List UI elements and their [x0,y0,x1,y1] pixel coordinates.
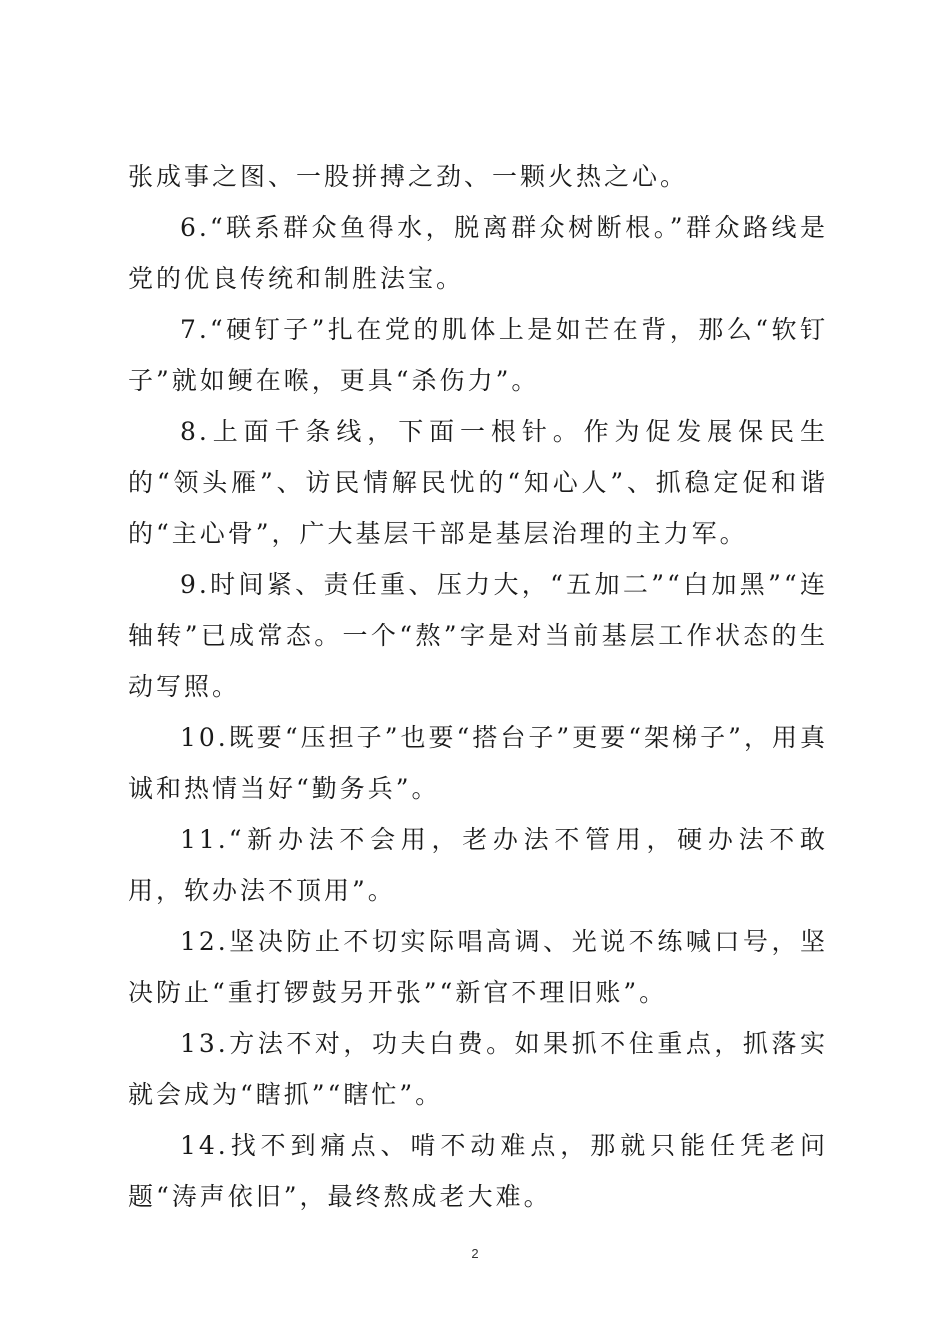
paragraph-item-6: 6.“联系群众鱼得水，脱离群众树断根。”群众路线是党的优良传统和制胜法宝。 [128,213,828,293]
paragraph-item-9: 9.时间紧、责任重、压力大，“五加二”“白加黑”“连轴转”已成常态。一个“熬”字是对当前基层工作状态的生动写照。 [128,570,828,701]
paragraph-item-13: 13.方法不对，功夫白费。如果抓不住重点，抓落实就会成为“瞎抓”“瞎忙”。 [128,1029,828,1109]
paragraph-item-10: 10.既要“压担子”也要“搭台子”更要“架梯子”，用真诚和热情当好“勤务兵”。 [128,723,828,803]
page-number: 2 [471,1246,479,1261]
paragraph-item-7: 7.“硬钉子”扎在党的肌体上是如芒在背，那么“软钉子”就如鲠在喉，更具“杀伤力”。 [128,315,828,395]
paragraph-item-8: 8.上面千条线，下面一根针。作为促发展保民生的“领头雁”、访民情解民忧的“知心人”、抓稳定促和谐的“主心骨”，广大基层干部是基层治理的主力军。 [128,417,828,548]
paragraph-item-11: 11.“新办法不会用，老办法不管用，硬办法不敢用，软办法不顶用”。 [128,825,828,905]
paragraph-item-12: 12.坚决防止不切实际唱高调、光说不练喊口号，坚决防止“重打锣鼓另开张”“新官不理旧账”。 [128,927,828,1007]
paragraph-continuation: 张成事之图、一股拼搏之劲、一颗火热之心。 [128,162,689,191]
paragraph-item-14: 14.找不到痛点、啃不动难点，那就只能任凭老问题“涛声依旧”，最终熬成老大难。 [128,1131,828,1211]
document-body [128,151,828,1222]
